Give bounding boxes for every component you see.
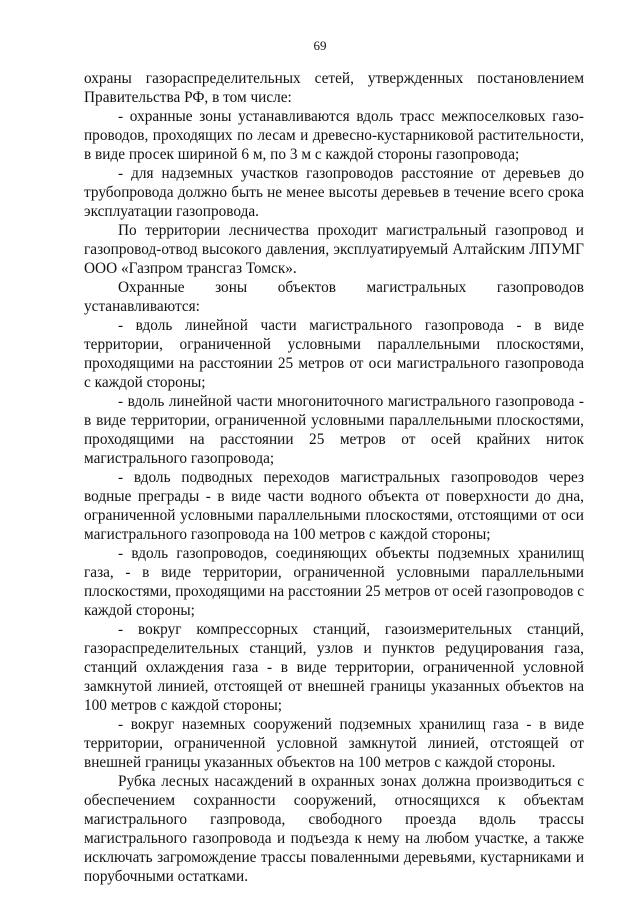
paragraph-item: - вокруг наземных сооружений подземных хранилищ газа - в виде территории, ограниченной условной замкнутой линией, отстоящей от внешней границы указанных объектов на 100 метров с каждой стороны. <box>84 716 584 771</box>
paragraph-item: - вдоль линейной части магистрального газопровода - в виде территории, ограниченной условными параллельными плоскостями, проходящими на расстоянии 25 метров от оси магистрального газопровода с каждой стороны; <box>84 317 584 391</box>
page-number: 69 <box>313 38 327 53</box>
paragraph-item: - вокруг компрессорных станций, газоизмерительных станций, газораспределительных станций, узлов и пунктов редуцирования газа, станций охлаждения газа - в виде территории, ограниченной условной замкнутой линией, отстоящей от внешней границы указанных объектов на 100 метров с каждой стороны; <box>84 621 584 714</box>
paragraph-intro: охраны газораспределительных сетей, утвержденных постановлением Правительства РФ, в том числе: <box>84 70 584 106</box>
paragraph-item: - вдоль газопроводов, соединяющих объекты подземных хранилищ газа, - в виде территории, ограниченной условными параллельными плоскостями, проходящими на расстоянии 25 метров от осей газопроводов с каждой стороны; <box>84 545 584 619</box>
paragraph: Охранные зоны объектов магистральных газопроводов устанавливаются: <box>84 279 584 315</box>
paragraph-item: - для надземных участков газопроводов расстояние от деревьев до трубопровода должно быть не менее высоты деревьев в течение всего срока эксплуатации газопровода. <box>84 165 584 220</box>
paragraph: Рубка лесных насаждений в охранных зонах должна производиться с обеспечением сохранности сооружений, относящихся к объектам магистрального газпровода, свободного проезда вдоль трассы магистрального газопровода и подъезда к нему на любом участке, а также исключать загромождение трассы поваленными деревьями, кустарниками и порубочными остатками. <box>84 773 584 885</box>
body-text <box>84 69 584 886</box>
paragraph: По территории лесничества проходит магистральный газопровод и газопровод-отвод высокого давления, эксплуатируемый Алтайским ЛПУМГ ООО «Газпром трансгаз Томск». <box>84 222 584 277</box>
paragraph-item: - вдоль подводных переходов магистральных газопроводов через водные преграды - в виде части водного объекта от поверхности до дна, ограниченной условными параллельными плоскостями, отстоящими от оси магистрального газопровода на 100 метров с каждой стороны; <box>84 469 584 543</box>
paragraph-item: - вдоль линейной части многониточного магистрального газопровода - в виде территории, ограниченной условными параллельными плоскостями, проходящими на расстоянии 25 метров от осей крайних ниток магистрального газопровода; <box>84 393 584 467</box>
paragraph-item: - охранные зоны устанавливаются вдоль трасс межпоселковых газопроводов, проходящих по лесам и древесно-кустарниковой растительности, в виде просек шириной 6 м, по 3 м с каждой стороны газопровода; <box>84 108 584 163</box>
